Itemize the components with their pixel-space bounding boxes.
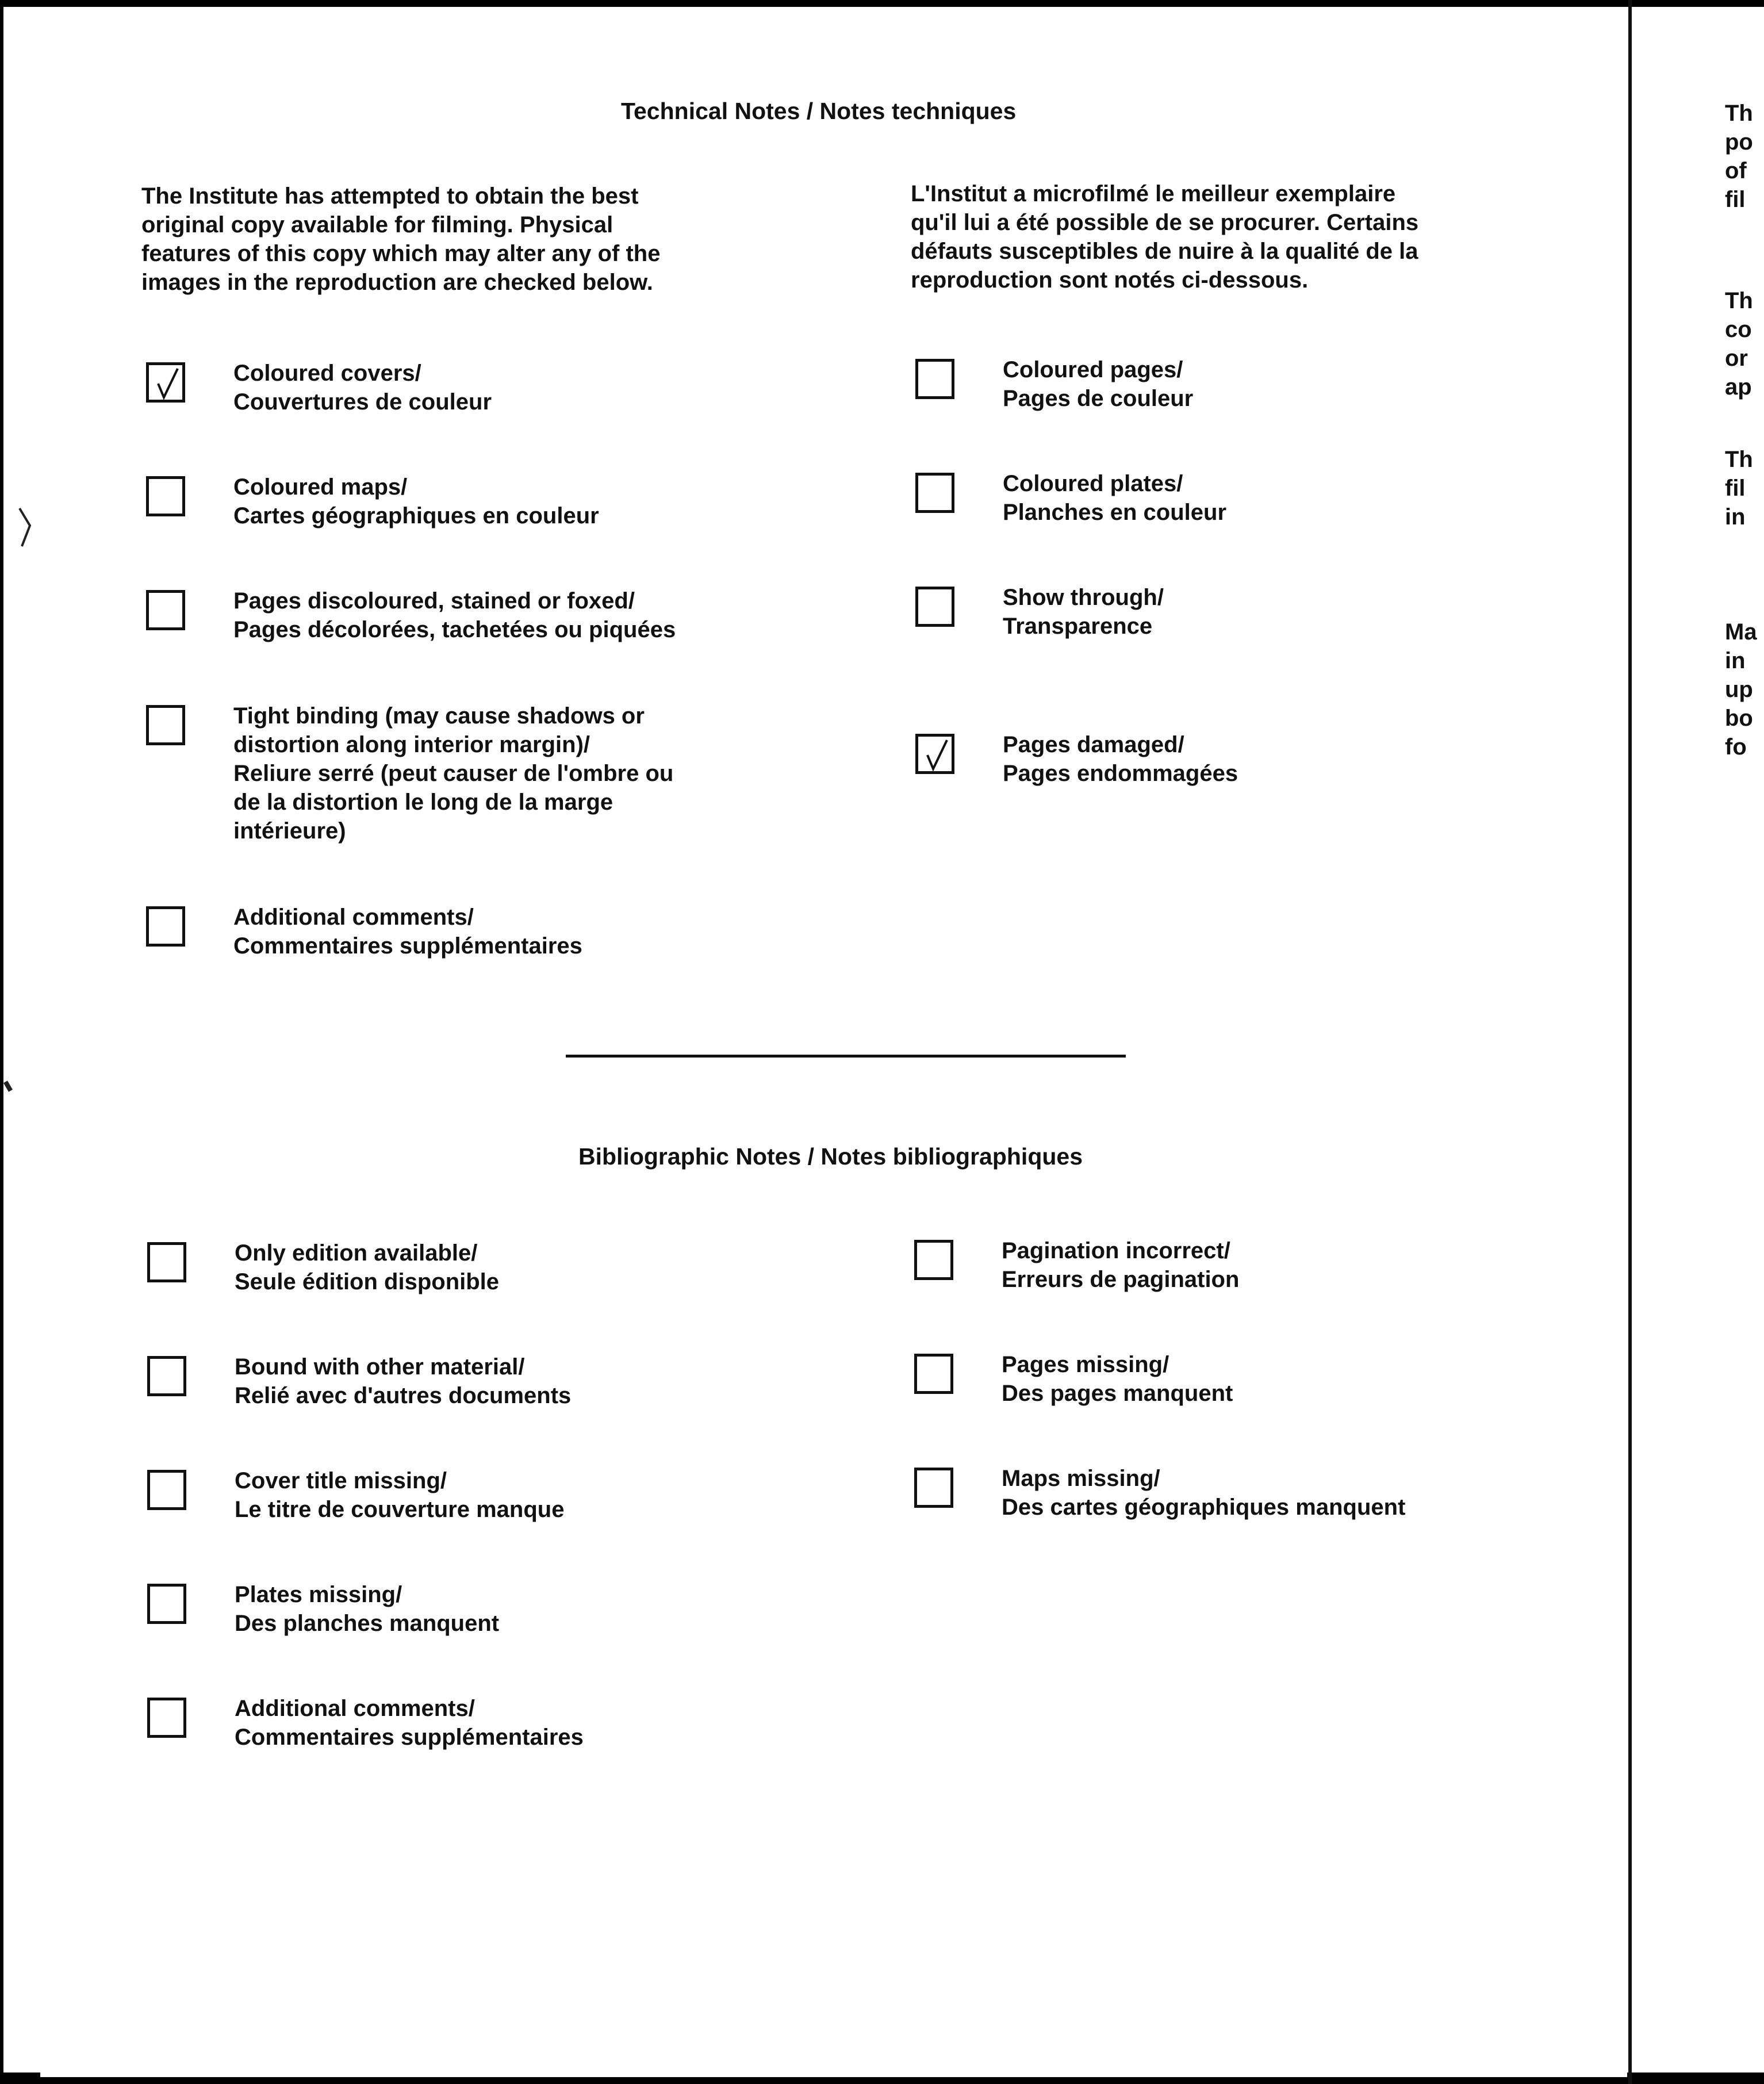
- checkbox[interactable]: [146, 705, 185, 745]
- checkbox[interactable]: [915, 734, 954, 774]
- checklist-item-label: Pagination incorrect/ Erreurs de pagination: [1002, 1238, 1240, 1292]
- checklist-item-label: Coloured plates/ Planches en couleur: [1003, 471, 1227, 525]
- checklist-item-label: Pages damaged/ Pages endommagées: [1003, 732, 1238, 786]
- checkbox[interactable]: [146, 362, 185, 403]
- checkbox[interactable]: [147, 1356, 186, 1396]
- checkbox[interactable]: [915, 587, 954, 627]
- checklist-item-label: Tight binding (may cause shadows or distortion along interior margin)/ Reliure serré (peut causer de l'ombre ou de la distortion le long de la marge intérieure): [233, 703, 674, 844]
- bibliographic-notes-heading: Bibliographic Notes / Notes bibliographiques: [578, 1143, 1083, 1170]
- cropped-text-block: Ma in up bo fo: [1725, 619, 1757, 760]
- checklist-item-label: Maps missing/ Des cartes géographiques manquent: [1002, 1466, 1406, 1520]
- checkbox[interactable]: [915, 359, 954, 399]
- film-speck-dot: [3, 1081, 13, 1092]
- film-speck-mark: [17, 506, 40, 558]
- checkbox[interactable]: [147, 1470, 186, 1510]
- checklist-item-label: Additional comments/ Commentaires supplémentaires: [235, 1696, 584, 1750]
- checklist-item-label: Plates missing/ Des planches manquent: [235, 1582, 500, 1636]
- checklist-item-label: Bound with other material/ Relié avec d'autres documents: [235, 1354, 572, 1408]
- checklist-item-label: Show through/ Transparence: [1003, 585, 1164, 639]
- checkbox[interactable]: [914, 1240, 953, 1280]
- checklist-item-label: Pages discoloured, stained or foxed/ Pages décolorées, tachetées ou piquées: [233, 588, 676, 642]
- checkbox[interactable]: [146, 476, 185, 516]
- checkbox[interactable]: [147, 1698, 186, 1738]
- technical-intro-english: The Institute has attempted to obtain the best original copy available for filming. Physical features of this copy which may alter any of the images in the reproduction are checked below.: [141, 183, 661, 295]
- checklist-item-label: Coloured covers/ Couvertures de couleur: [233, 361, 492, 415]
- technical-notes-heading: Technical Notes / Notes techniques: [621, 98, 1017, 124]
- page-divider: [1628, 0, 1632, 2084]
- frame-left-edge: [0, 0, 3, 2084]
- checkbox[interactable]: [147, 1584, 186, 1624]
- checklist-item-label: Only edition available/ Seule édition disponible: [235, 1240, 500, 1294]
- cropped-text-block: Th po of fil: [1725, 101, 1753, 212]
- check-mark-icon: [924, 738, 949, 771]
- check-mark-icon: [155, 366, 180, 400]
- checklist-item-label: Coloured maps/ Cartes géographiques en couleur: [233, 474, 599, 528]
- checklist-item-label: Coloured pages/ Pages de couleur: [1003, 357, 1194, 411]
- checkbox[interactable]: [915, 473, 954, 513]
- section-divider: [566, 1055, 1126, 1058]
- checkbox[interactable]: [146, 590, 185, 630]
- checklist-item-label: Pages missing/ Des pages manquent: [1002, 1352, 1233, 1406]
- checkbox[interactable]: [914, 1354, 953, 1394]
- page-sheet: [40, 7, 1627, 2077]
- checkbox[interactable]: [914, 1468, 953, 1508]
- technical-intro-french: L'Institut a microfilmé le meilleur exemplaire qu'il lui a été possible de se procurer. Certains défauts susceptibles de nuire à la qualité de la reproduction sont notés ci-dessous.: [911, 181, 1419, 293]
- checklist-item-label: Additional comments/ Commentaires supplémentaires: [233, 905, 582, 959]
- checkbox[interactable]: [146, 906, 185, 947]
- cropped-text-block: Th co or ap: [1725, 288, 1753, 400]
- frame-top-edge: [0, 0, 1764, 7]
- cropped-text-block: Th fil in: [1725, 447, 1753, 530]
- checklist-item-label: Cover title missing/ Le titre de couverture manque: [235, 1468, 565, 1522]
- checkbox[interactable]: [147, 1242, 186, 1282]
